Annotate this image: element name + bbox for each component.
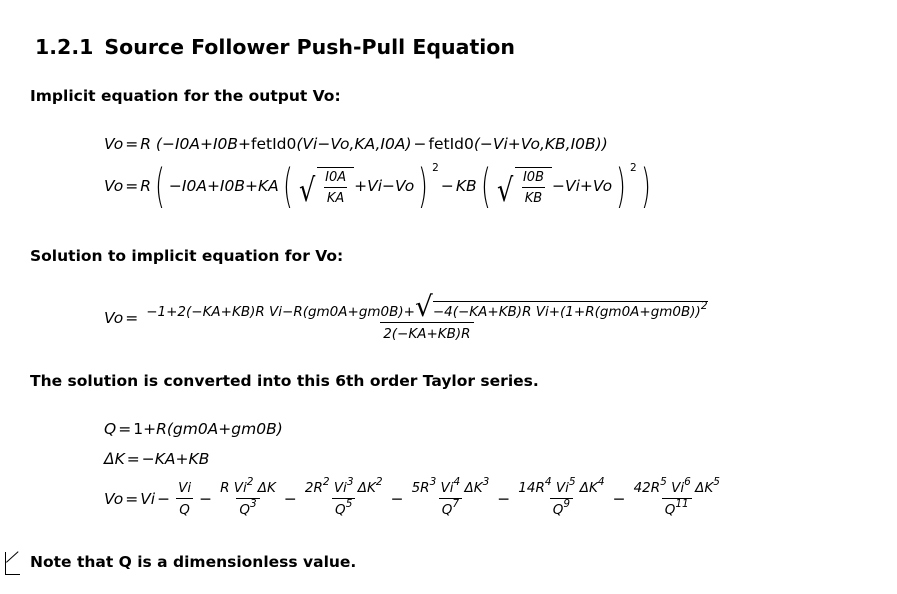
- note-marker-icon: [5, 552, 20, 575]
- section-number: 1.2.1: [35, 35, 94, 59]
- q-definition: Q = 1+ R(gm0A+gm0B): [104, 420, 283, 438]
- taylor-label: The solution is converted into this 6th order Taylor series.: [30, 372, 539, 390]
- solution-label: Solution to implicit equation for Vo:: [30, 247, 344, 265]
- solution-equation: Vo = −1+2(−KA+KB)R Vi−R(gm0A+gm0B)+ √ −4(−KA+KB)R $Vi+(1+R(gm0A+gm0B))^2$ 2(−KA+KB)R: [104, 290, 708, 342]
- taylor-series-equation: Vo = Vi − $\frac{Vi}{Q}$ − $\frac{R Vi^2 \Delta K}{Q^3}$ − $\frac{2R^2 Vi^3 \Delta K^2}{Q^5}$ − $\frac{5R^3 Vi^4 \Delta K^3}{Q^7}$ − $\frac{14R^4 Vi^5 \Delta K^4}{Q^9}$ − $\frac{42R^5 Vi^6 \Delta K^5}{Q^{11}}$: [104, 476, 720, 518]
- implicit-equation-label: Implicit equation for the output Vo:: [30, 87, 341, 105]
- implicit-equation-expanded: Vo = R ( −I0A+I0B+KA ( √ $\frac{I0A}{KA}$ +Vi−Vo ) $^2$ − KB ( √ $\frac{I0B}{KB}$ −Vi+Vo ) $^2$ ): [104, 159, 651, 213]
- implicit-equation-fetid0: Vo = R (−I0A+I0B+ fetId0 (Vi−Vo,KA,I0A) − fetId0 (−Vi+Vo,KB,I0B)): [104, 135, 608, 153]
- delta-k-definition: ΔK = −KA+KB: [104, 450, 210, 468]
- note-text: Note that Q is a dimensionless value.: [30, 553, 357, 571]
- section-title: Source Follower Push-Pull Equation: [104, 35, 515, 59]
- section-heading: [35, 35, 515, 59]
